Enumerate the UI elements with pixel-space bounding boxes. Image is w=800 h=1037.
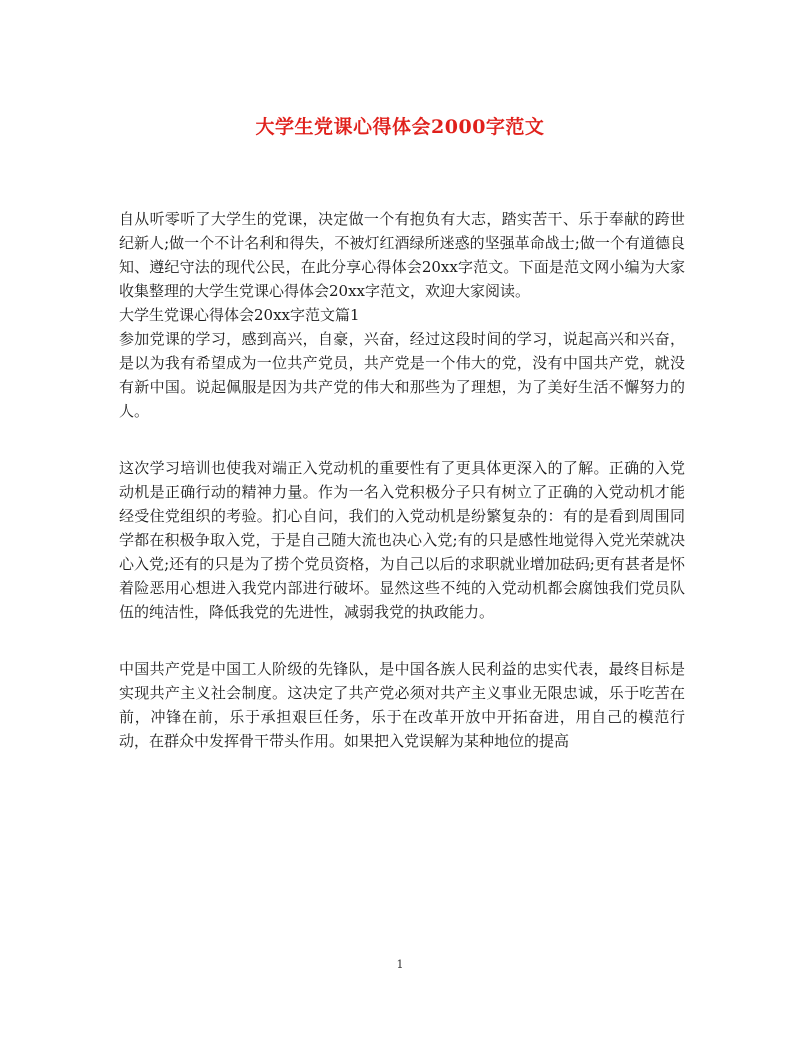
- document-title: 大学生党课心得体会2000字范文: [255, 116, 545, 138]
- document-body: [119, 207, 685, 753]
- paragraph-3: 中国共产党是中国工人阶级的先锋队，是中国各族人民利益的忠实代表，最终目标是实现共产主义社会制度。这决定了共产党必须对共产主义事业无限忠诚，乐于吃苦在前，冲锋在前，乐于承担艰巨任务，乐于在改革开放中开拓奋进，用自己的模范行动，在群众中发挥骨干带头作用。如果把入党误解为某种地位的提高: [119, 660, 685, 750]
- paragraph-2: 这次学习培训也使我对端正入党动机的重要性有了更具体更深入的了解。正确的入党动机是正确行动的精神力量。作为一名入党积极分子只有树立了正确的入党动机才能经受住党组织的考验。扪心自问，我们的入党动机是纷繁复杂的：有的是看到周围同学都在积极争取入党，于是自己随大流也决心入党;有的只是感性地觉得入党光荣就决心入党;还有的只是为了捞个党员资格，为自己以后的求职就业增加砝码;更有甚者是怀着险恶用心想进入我党内部进行破坏。显然这些不纯的入党动机都会腐蚀我们党员队伍的纯洁性，降低我党的先进性，减弱我党的执政能力。: [119, 459, 685, 621]
- page-number: 1: [396, 958, 404, 971]
- paragraph-1: 参加党课的学习，感到高兴，自豪，兴奋，经过这段时间的学习，说起高兴和兴奋，是以为我有希望成为一位共产党员，共产党是一个伟大的党，没有中国共产党，就没有新中国。说起佩服是因为共产党的伟大和那些为了理想，为了美好生活不懈努力的人。: [119, 330, 685, 420]
- section-heading: 大学生党课心得体会20xx字范文篇1: [119, 306, 360, 324]
- paragraph-intro: 自从听零听了大学生的党课，决定做一个有抱负有大志，踏实苦干、乐于奉献的跨世纪新人;做一个不计名利和得失，不被灯红酒绿所迷惑的坚强革命战士;做一个有道德良知、遵纪守法的现代公民，在此分享心得体会20xx字范文。下面是范文网小编为大家收集整理的大学生党课心得体会20xx字范文，欢迎大家阅读。: [119, 210, 685, 300]
